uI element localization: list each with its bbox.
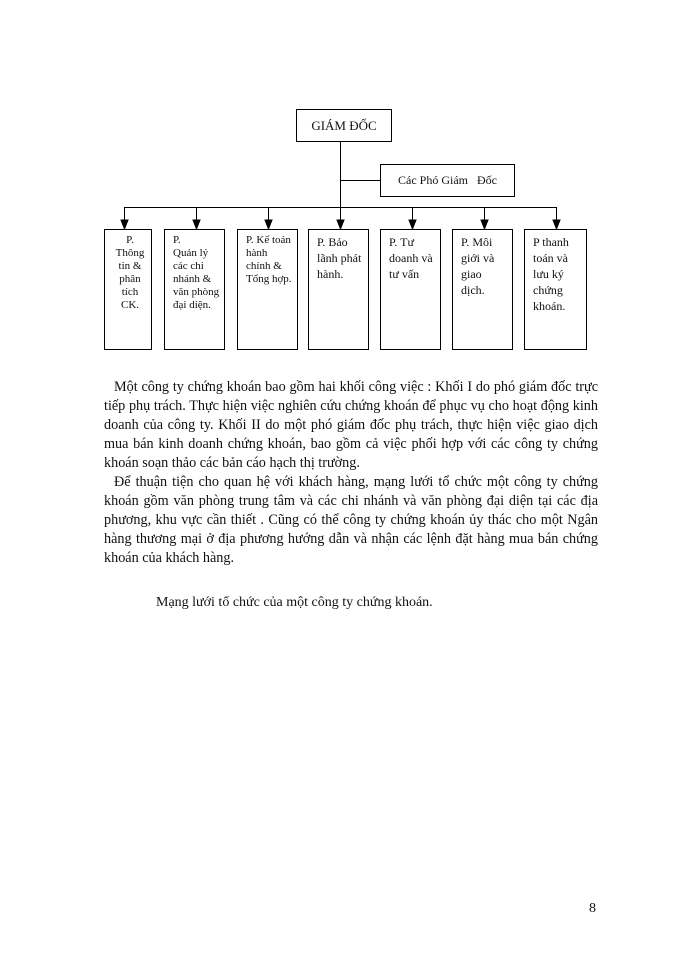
arrow-head-6 [481,220,488,229]
dept-box-accounting [237,229,298,350]
arrow-head-1 [121,220,128,229]
dept-label: P. Tư doanh và tư vấn [389,235,436,281]
arrow-head-3 [265,220,272,229]
arrow-head-4 [337,220,344,229]
dept-label: P. Môi giới và giao dịch. [461,235,498,297]
dept-box-underwriting [308,229,369,350]
paragraph-2: Để thuận tiện cho quan hệ với khách hàng, mạng lưới tổ chức một công ty chứng khoán gồm văn phòng trung tâm và các chi nhánh và văn phòng đại diện tại các địa phương, khu vực cần thiết . Cũng có thể công ty chứng khoán ủy thác cho một Ngân hàng thương mại ở địa phương hướng dẫn và nhận các lệnh đặt hàng mua bán chứng khoán của khách hàng. [104,474,598,566]
deputies-box [380,164,515,197]
dept-label: P. Thông tin & phân tích CK. [115,234,145,311]
caption: Mạng lưới tổ chức của một công ty chứng khoán. [156,595,433,610]
deputies-label: Các Phó Giám Đốc [398,173,497,187]
arrow-head-2 [193,220,200,229]
arrow-head-5 [409,220,416,229]
dept-label: P. Bảo lãnh phát hành. [317,235,365,281]
dept-box-brokerage [452,229,513,350]
dept-box-proprietary-trading [380,229,441,350]
dept-box-analysis [104,229,152,350]
arrow-head-7 [553,220,560,229]
dept-box-branch-management [164,229,225,350]
director-label: GIÁM ĐỐC [311,117,377,133]
dept-label: P. Kế toán hành chính & Tổng hợp. [246,234,292,285]
dept-label: P thanh toán và lưu ký chứng khoán. [533,235,572,313]
body-text [104,378,598,568]
dept-label: P. Quản lý các chi nhánh & văn phòng đại diện. [173,234,220,311]
dept-box-settlement [524,229,587,350]
paragraph-1: Một công ty chứng khoán bao gồm hai khối công việc : Khối I do phó giám đốc trực tiếp phụ trách. Thực hiện việc nghiên cứu chứng khoán để phục vụ cho hoạt động kinh doanh của công ty. Khối II do một phó giám đốc phụ trách, thực hiện việc giao dịch mua bán kinh doanh chứng khoán, bao gồm cả việc phối hợp với các công ty chứng khoán soạn thảo các bản cáo hạch thị trường. [104,379,598,471]
director-box [296,109,392,142]
page-number: 8 [589,901,596,916]
